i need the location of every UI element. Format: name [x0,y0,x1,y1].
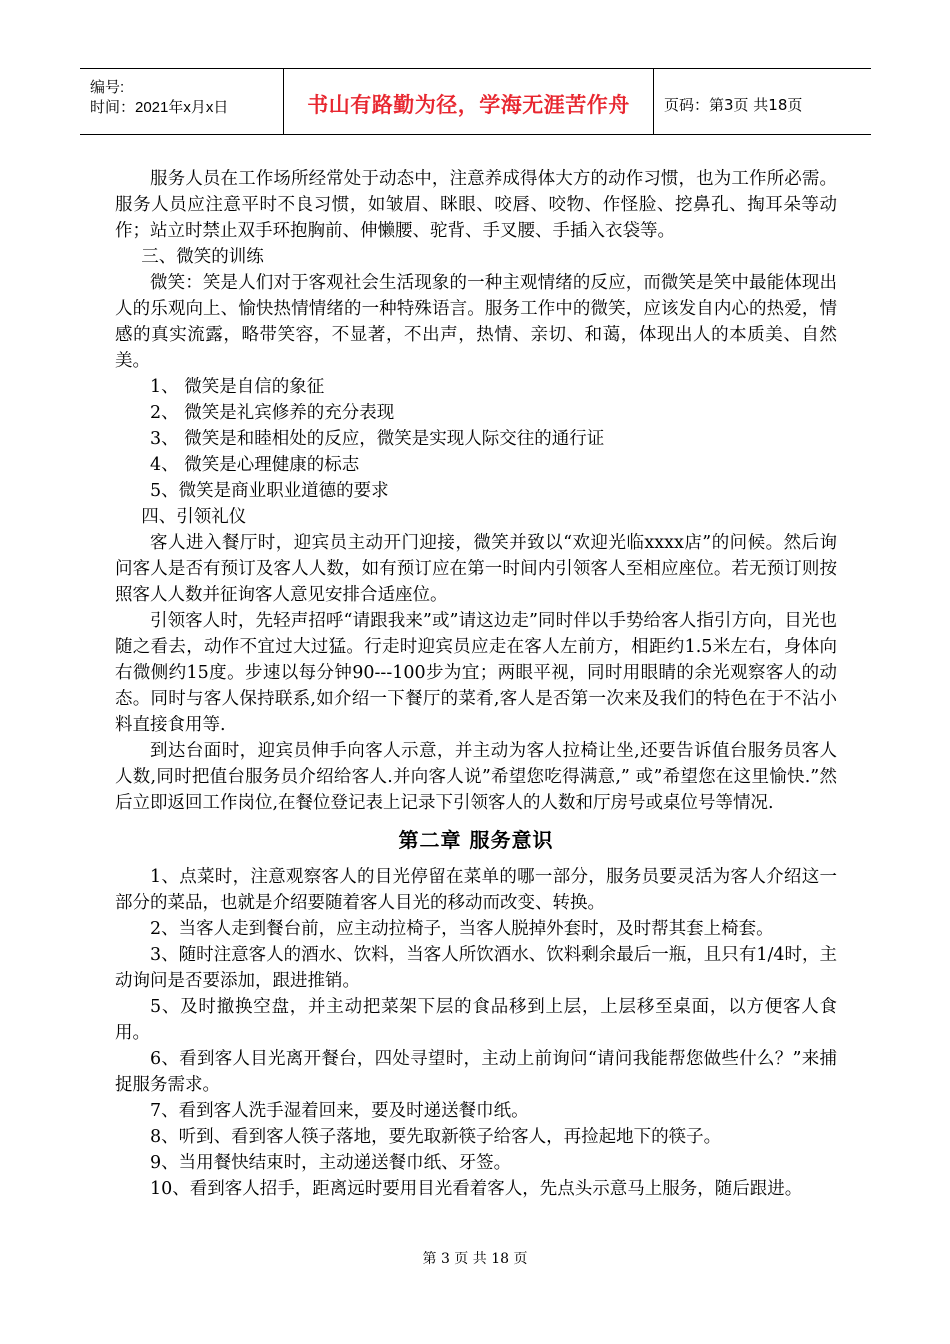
chapter-heading: 第二章 服务意识 [398,828,554,852]
list-item: 四、引领礼仪 [141,507,247,527]
page-footer: 第 3 页 共 18 页 [422,1251,528,1267]
header-page-cell [654,69,871,134]
document-body [115,166,837,1202]
document-number: 编号: [90,79,125,96]
header-motto-cell [284,69,654,134]
body-paragraph: 6、看到客人目光离开餐台，四处寻望时，主动上前询问“请问我能帮您做些什么？”来捕捉服务需求。 [115,1049,837,1095]
list-item: 3、 微笑是和睦相处的反应，微笑是实现人际交往的通行证 [150,429,605,449]
body-paragraph: 到达台面时，迎宾员伸手向客人示意，并主动为客人拉椅让坐,还要告诉值台服务员客人人数,同时把值台服务员介绍给客人.并向客人说”希望您吃得满意,” 或”希望您在这里愉快.”然后立即返回工作岗位,在餐位登记表上记录下引领客人的人数和厅房号或桌位号等情况. [115,741,837,813]
body-paragraph: 8、听到、看到客人筷子落地，要先取新筷子给客人，再捡起地下的筷子。 [150,1127,722,1147]
list-item: 三、微笑的训练 [141,247,264,267]
body-paragraph: 1、点菜时，注意观察客人的目光停留在菜单的哪一部分，服务员要灵活为客人介绍这一部分的菜品，也就是介绍要随着客人目光的移动而改变、转换。 [115,867,837,913]
body-paragraph: 引领客人时，先轻声招呼“请跟我来”或”请这边走”同时伴以手势给客人指引方向，目光也随之看去，动作不宜过大过猛。行走时迎宾员应走在客人左前方，相距约1.5米左右，身体向右微侧约15度。步速以每分钟90---100步为宜；两眼平视，同时用眼睛的余光观察客人的动态。同时与客人保持联系,如介绍一下餐厅的菜肴,客人是否第一次来及我们的特色在于不沾小料直接食用等. [115,611,837,735]
header-motto: 书山有路勤为径，学海无涯苦作舟 [307,93,630,117]
body-paragraph: 2、当客人走到餐台前，应主动拉椅子，当客人脱掉外套时，及时帮其套上椅套。 [150,919,774,939]
list-item: 4、 微笑是心理健康的标志 [150,455,360,475]
body-paragraph: 微笑：笑是人们对于客观社会生活现象的一种主观情绪的反应，而微笑是笑中最能体现出人的乐观向上、愉快热情情绪的一种特殊语言。服务工作中的微笑，应该发自内心的热爱，情感的真实流露，略带笑容，不显著，不出声，热情、亲切、和蔼，体现出人的本质美、自然美。 [115,273,837,371]
document-date: 时间：2021年x月x日 [90,99,229,116]
list-item: 1、 微笑是自信的象征 [150,377,325,397]
list-item: 2、 微笑是礼宾修养的充分表现 [150,403,395,423]
body-paragraph: 3、随时注意客人的酒水、饮料，当客人所饮酒水、饮料剩余最后一瓶，且只有1/4时，主动询问是否要添加，跟进推销。 [115,945,837,991]
list-item: 5、微笑是商业职业道德的要求 [150,481,389,501]
body-paragraph: 服务人员在工作场所经常处于动态中，注意养成得体大方的动作习惯，也为工作所必需。服务人员应注意平时不良习惯，如皱眉、眯眼、咬唇、咬物、作怪脸、挖鼻孔、掏耳朵等动作；站立时禁止双手环抱胸前、伸懒腰、驼背、手叉腰、手插入衣袋等。 [115,169,837,241]
body-paragraph: 客人进入餐厅时，迎宾员主动开门迎接，微笑并致以“欢迎光临xxxx店”的问候。然后询问客人是否有预订及客人人数，如有预订应在第一时间内引领客人至相应座位。若无预订则按照客人人数并征询客人意见安排合适座位。 [115,533,837,605]
header-meta-cell [80,69,284,134]
body-paragraph: 10、看到客人招手，距离远时要用目光看着客人，先点头示意马上服务，随后跟进。 [150,1179,803,1199]
body-paragraph: 7、看到客人洗手湿着回来，要及时递送餐巾纸。 [150,1101,529,1121]
body-paragraph: 9、当用餐快结束时，主动递送餐巾纸、牙签。 [150,1153,512,1173]
page-header [80,68,871,135]
header-page-number: 页码：第3页 共18页 [664,96,803,114]
body-paragraph: 5、及时撤换空盘，并主动把菜架下层的食品移到上层，上层移至桌面，以方便客人食用。 [115,997,837,1043]
